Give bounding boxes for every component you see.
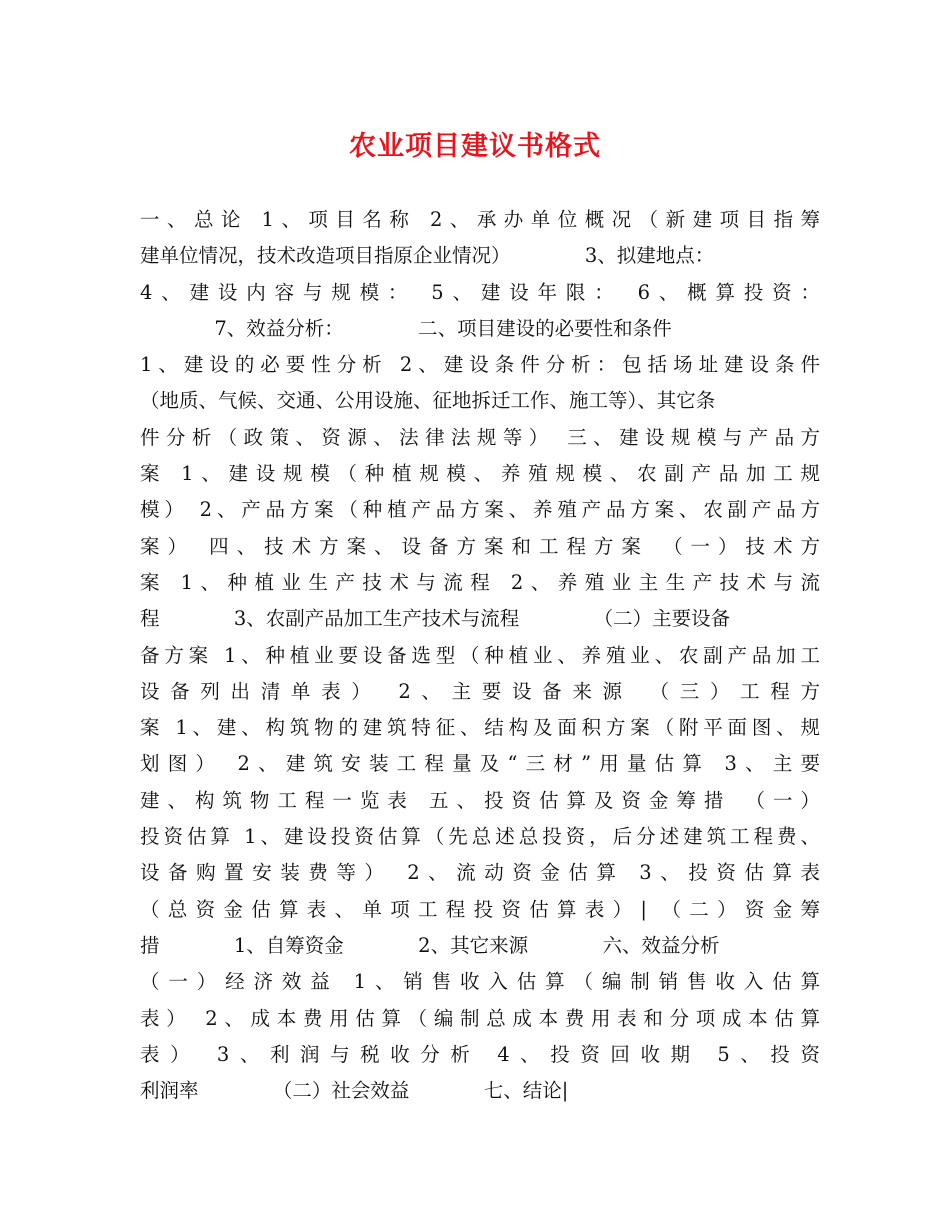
body-line: 一、总论 1、项目名称 2、承办单位概况（新建项目指筹 xyxy=(140,208,820,231)
body-line: 建、构筑物工程一览表 五、投资估算及资金筹措 （一） xyxy=(140,788,820,812)
body-line: 措 1、自筹资金 2、其它来源 六、效益分析 xyxy=(140,933,720,957)
body-line: 7、效益分析： 二、项目建设的必要性和条件 xyxy=(140,316,672,340)
body-line: 投资估算 1、建设投资估算（先总述总投资，后分述建筑工程费、 xyxy=(140,825,820,849)
body-line: 建单位情况，技术改造项目指原企业情况） 3、拟建地点： xyxy=(140,244,715,268)
body-line: 设备购置安装费等） 2、流动资金估算 3、投资估算表 xyxy=(140,861,820,885)
body-line: 划图） 2、建筑安装工程量及“三材”用量估算 3、主要 xyxy=(140,752,820,776)
body-line: （地质、气候、交通、公用设施、征地拆迁工作、施工等）、其它条 xyxy=(140,389,716,413)
body-line: 案 1、建设规模（种植规模、养殖规模、农副产品加工规 xyxy=(140,462,820,486)
body-line: 案 1、建、构筑物的建筑特征、结构及面积方案（附平面图、规 xyxy=(140,716,820,740)
body-line: 4、建设内容与规模： 5、建设年限： 6、概算投资： xyxy=(140,280,820,304)
body-line: 件分析（政策、资源、法律法规等） 三、建设规模与产品方 xyxy=(140,425,820,449)
body-line: （一）经济效益 1、销售收入估算（编制销售收入估算 xyxy=(140,970,820,994)
body-line: 案 1、种植业生产技术与流程 2、养殖业主生产技术与流 xyxy=(140,570,820,594)
body-line: 1、建设的必要性分析 2、建设条件分析：包括场址建设条件 xyxy=(140,353,820,377)
body-line: 模） 2、产品方案（种植产品方案、养殖产品方案、农副产品方 xyxy=(140,498,820,522)
body-line: 表） 2、成本费用估算（编制总成本费用表和分项成本估算 xyxy=(140,1006,820,1030)
document-title: 农业项目建议书格式 xyxy=(349,131,601,162)
document-body xyxy=(140,202,820,1109)
body-line: （总资金估算表、单项工程投资估算表）| （二）资金筹 xyxy=(140,897,820,921)
body-line: 程 3、农副产品加工生产技术与流程 （二）主要设备 xyxy=(140,607,731,631)
body-line: 案） 四、技术方案、设备方案和工程方案 （一）技术方 xyxy=(140,534,820,558)
body-line: 利润率 （二）社会效益 七、结论| xyxy=(140,1079,569,1103)
body-line: 表） 3、利润与税收分析 4、投资回收期 5、投资 xyxy=(140,1042,820,1066)
body-line: 备方案 1、种植业要设备选型（种植业、养殖业、农副产品加工 xyxy=(140,643,820,667)
body-line: 设备列出清单表） 2、主要设备来源 （三）工程方 xyxy=(140,679,820,703)
